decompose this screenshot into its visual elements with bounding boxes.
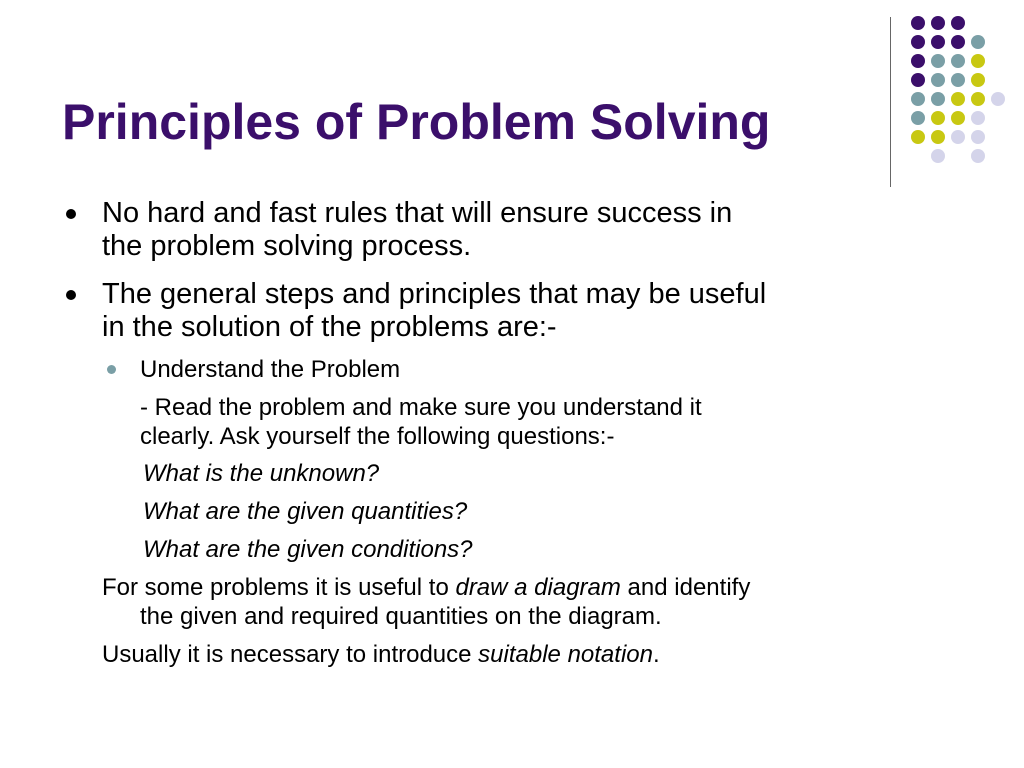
dot [971,92,985,106]
bullet-line: The general steps and principles that may be useful [102,278,767,310]
sub-bullet-text: Understand the Problem [140,356,401,383]
vertical-divider [890,17,891,187]
dot [951,130,965,144]
diagram-paragraph [102,573,750,602]
question-item: What are the given conditions? [143,536,473,563]
dot [931,54,945,68]
dot [931,111,945,125]
dot [951,16,965,30]
dot [931,130,945,144]
notation-text: Usually it is necessary to introduce [102,641,479,668]
dot [911,16,925,30]
dot [971,149,985,163]
diagram-emphasis: draw a diagram [455,574,621,601]
notation-paragraph [102,640,660,669]
dot [911,111,925,125]
question-item: What are the given quantities? [143,498,468,525]
dot [971,54,985,68]
dot [951,92,965,106]
dot [971,111,985,125]
dot [931,35,945,49]
read-instruction-line: clearly. Ask yourself the following questions:- [140,423,615,450]
dot [911,35,925,49]
dot [951,73,965,87]
dot [971,130,985,144]
bullet-marker [66,209,76,219]
dot [951,35,965,49]
dot [971,35,985,49]
diagram-paragraph-line: the given and required quantities on the diagram. [140,603,662,630]
notation-text: . [652,641,660,668]
dot [911,130,925,144]
read-instruction-line: - Read the problem and make sure you understand it [140,394,702,421]
dot [931,16,945,30]
bullet-line: No hard and fast rules that will ensure success in [102,197,733,229]
sub-bullet-marker [107,365,116,374]
dot [911,73,925,87]
question-item: What is the unknown? [143,460,380,487]
slide-title: Principles of Problem Solving [62,94,771,150]
dot [931,73,945,87]
dot [931,149,945,163]
dot [951,54,965,68]
dot [991,92,1005,106]
diagram-text: For some problems it is useful to [102,574,456,601]
notation-emphasis: suitable notation [478,641,653,668]
bullet-line: the problem solving process. [102,230,472,262]
dot [931,92,945,106]
dot [911,92,925,106]
dot [911,54,925,68]
dot [971,73,985,87]
diagram-text: and identify [620,574,751,601]
bullet-line: in the solution of the problems are:- [102,311,557,343]
bullet-marker [66,290,76,300]
dot [951,111,965,125]
